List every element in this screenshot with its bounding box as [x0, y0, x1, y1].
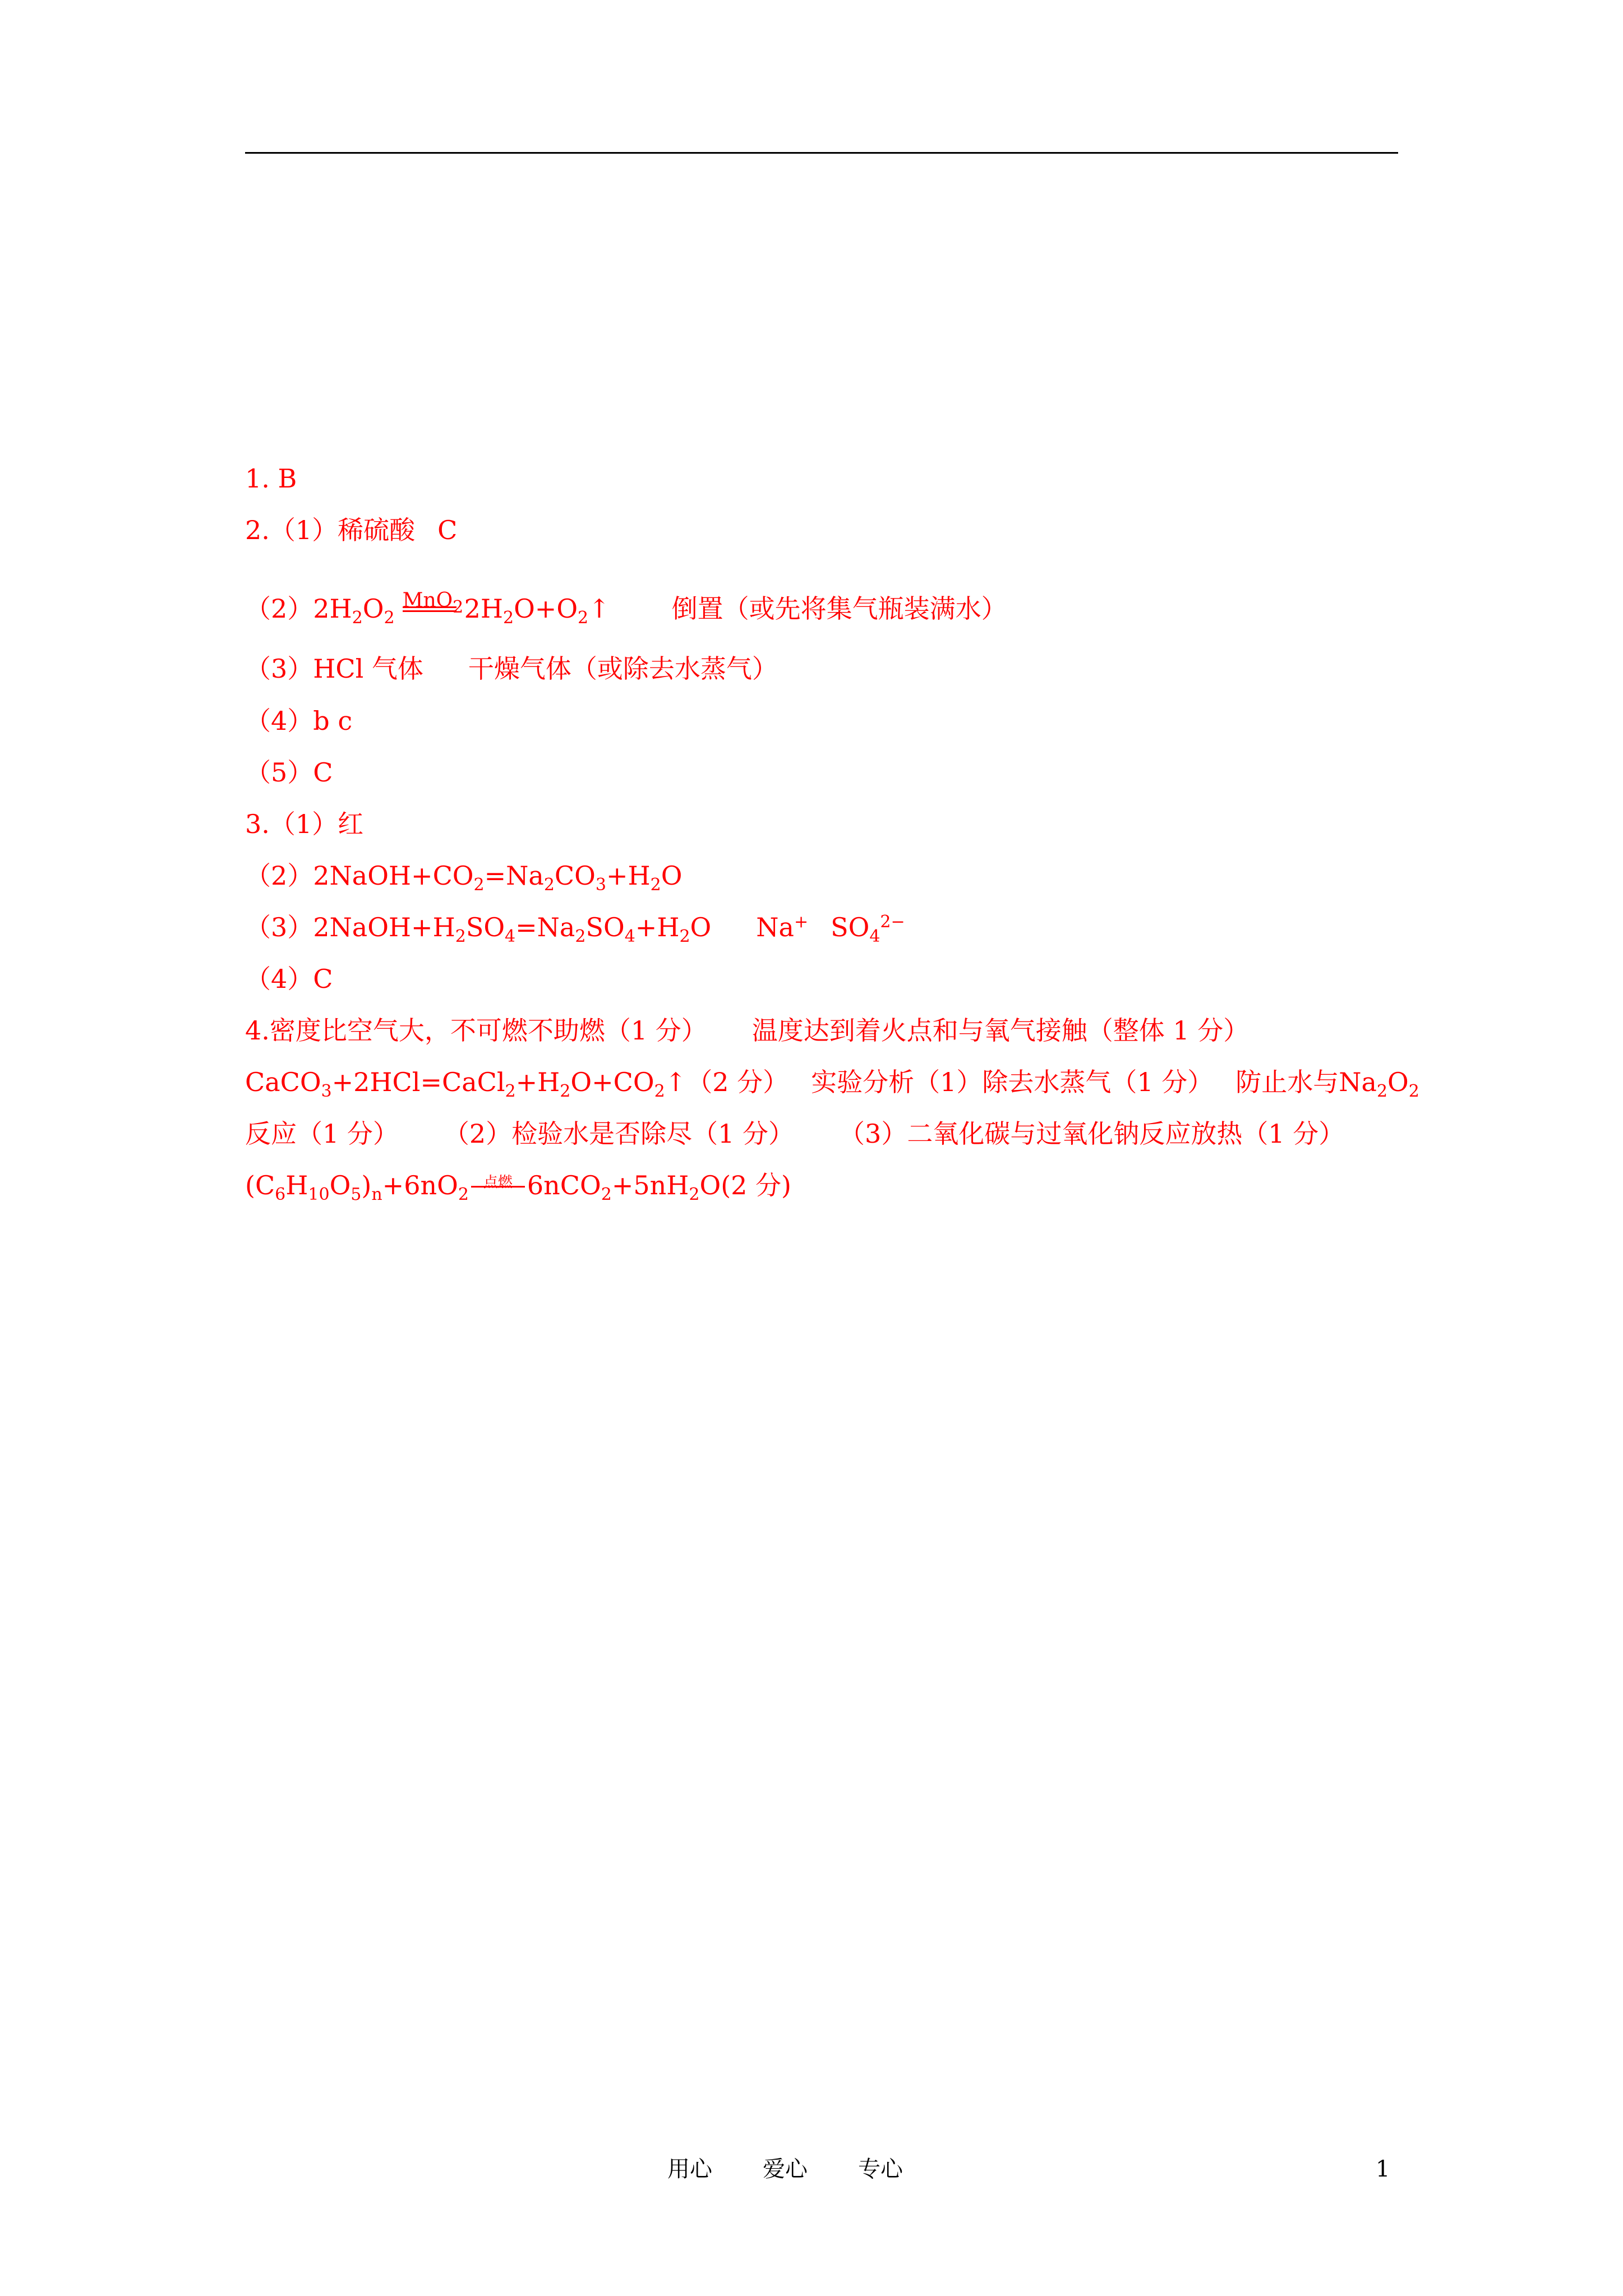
- reaction-condition-ignite: 点燃: [471, 1170, 525, 1201]
- equation-h2o2-decomposition: $2H_2O_2$ MnO$_2$ $2H_2O+O_2↑$: [313, 589, 610, 628]
- answer-3-part-4: （4）C: [245, 964, 333, 994]
- answer-4-line-4: $(C_6H_{10}O_5)_n+6nO_2$ 点燃 $6nCO_2+5nH_2O(2$ 分): [245, 1170, 791, 1204]
- reaction-condition-mno2: MnO$_2$: [402, 589, 464, 617]
- answer-3-part-2: $(2)2NaOH+CO_2=Na_2CO_3+H_2O$: [245, 861, 683, 895]
- answer-3-part-3: $(3)2NaOH+H_2SO_4=Na_2SO_4+H_2O$ Na+ $SO_4^{2-}$: [245, 912, 905, 946]
- answer-4-line-1: 4.密度比空气大，不可燃不助燃（1 分） 温度达到着火点和与氧气接触（整体 1 分）: [245, 1015, 1249, 1046]
- formula-na2o2: $Na_2O_2$: [1339, 1067, 1419, 1101]
- answer-2-part-4: （4）b c: [245, 706, 353, 736]
- footer-motto: 用心 爱心 专心: [667, 2156, 903, 2182]
- page-number: 1: [1376, 2156, 1390, 2182]
- answer-3-part-1: 3.（1）红: [245, 809, 364, 839]
- answer-2-part-3: （3）HCl 气体 干燥气体（或除去水蒸气）: [245, 654, 778, 684]
- answer-1: 1. B: [245, 463, 297, 494]
- answer-2-part-5: （5）C: [245, 757, 333, 788]
- equation-cellulose-combustion: $(C_6H_{10}O_5)_n+6nO_2$ 点燃 $6nCO_2+5nH_2O$: [245, 1170, 721, 1204]
- equation-naoh-h2so4: $2NaOH+H_2SO_4=Na_2SO_4+H_2O$: [313, 912, 712, 946]
- equation-naoh-co2: $2NaOH+CO_2=Na_2CO_3+H_2O$: [313, 861, 683, 895]
- answer-4-line-3: 反应（1 分） （2）检验水是否除尽（1 分） （3）二氧化碳与过氧化钠反应放热（1 分）: [245, 1119, 1345, 1149]
- answer-2-part-1: 2.（1）稀硫酸 C: [245, 515, 458, 545]
- header-rule: [245, 152, 1398, 154]
- answer-4-line-2: $CaCO_3+2HCl=CaCl_2+H_2O+CO_2↑(2$ 分） 实验分析（1）除去水蒸气（1 分） 防止水与$Na_2O_2$: [245, 1067, 1419, 1101]
- answer-2-part-2: $(2)2H_2O_2$ MnO$_2$ $2H_2O+O_2↑$ 倒置（或先将集气瓶装满水）: [245, 589, 1007, 628]
- equation-caco3-hcl: $CaCO_3+2HCl=CaCl_2+H_2O+CO_2↑$: [245, 1067, 687, 1101]
- ions: Na+ $SO_4^{2-}$: [756, 912, 905, 946]
